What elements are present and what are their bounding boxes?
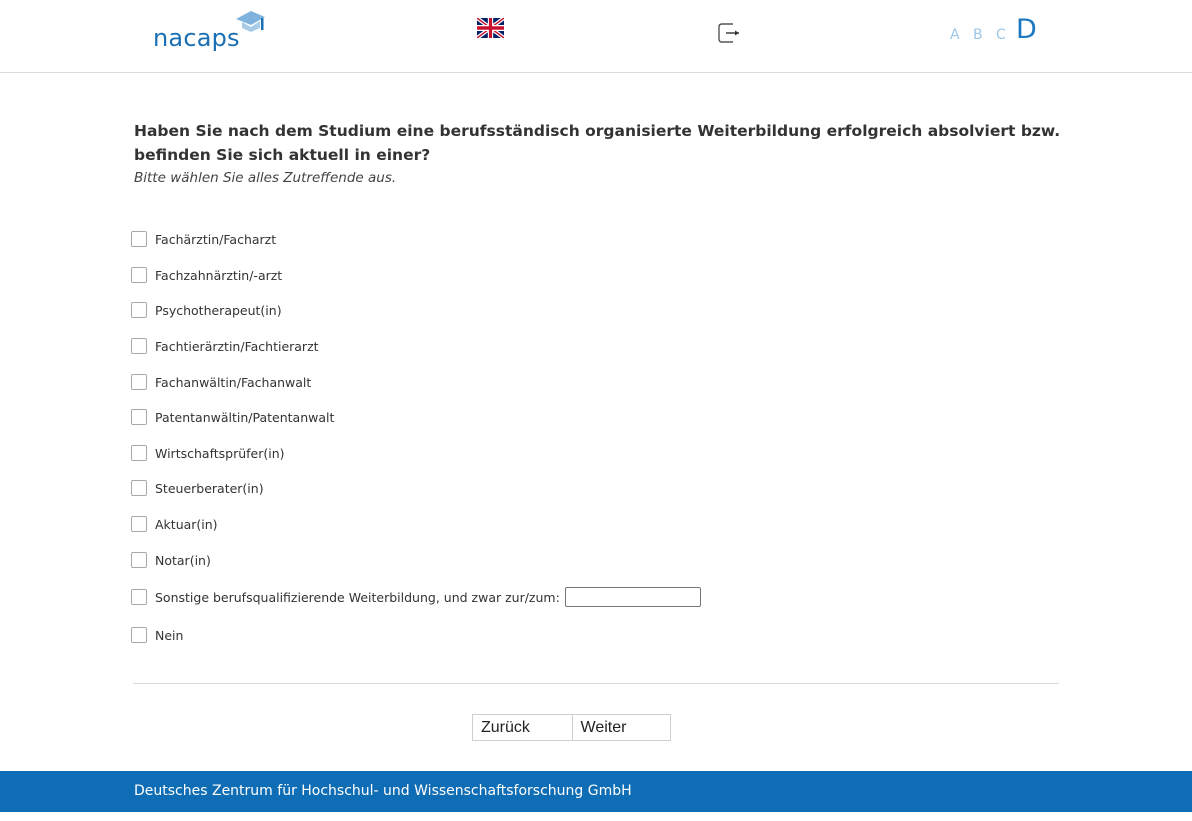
question — [134, 119, 1064, 189]
option-label: Steuerberater(in) — [155, 480, 264, 496]
option-fachtieraerztin[interactable] — [131, 337, 319, 355]
option-psychotherapeut[interactable] — [131, 301, 282, 319]
question-hint: Bitte wählen Sie alles Zutreffende aus. — [134, 170, 397, 186]
checkbox[interactable] — [131, 302, 147, 318]
question-title: Haben Sie nach dem Studium eine berufsständisch organisierte Weiterbildung erfolgreich absolviert bzw. befinden Sie sich aktuell in einer? — [134, 122, 1061, 164]
checkbox[interactable] — [131, 516, 147, 532]
option-fachaerztin[interactable] — [131, 230, 276, 248]
checkbox[interactable] — [131, 374, 147, 390]
divider — [133, 683, 1059, 684]
checkbox[interactable] — [131, 338, 147, 354]
option-label: Fachzahnärztin/-arzt — [155, 267, 283, 283]
navigation-buttons — [472, 714, 671, 741]
header — [0, 0, 1192, 73]
font-size-selector — [950, 16, 1037, 43]
font-size-a[interactable]: A — [950, 27, 960, 43]
checkbox[interactable] — [131, 627, 147, 643]
option-label: Sonstige berufsqualifizierende Weiterbildung, und zwar zur/zum: — [155, 589, 560, 605]
checkbox[interactable] — [131, 445, 147, 461]
option-fachzahnaerztin[interactable] — [131, 266, 282, 284]
graduation-cap-icon — [234, 10, 266, 36]
option-wirtschaftspruefer[interactable] — [131, 444, 285, 462]
option-label: Patentanwältin/Patentanwalt — [155, 409, 335, 425]
option-label: Fachanwältin/Fachanwalt — [155, 374, 312, 390]
checkbox[interactable] — [131, 267, 147, 283]
option-sonstige[interactable] — [131, 586, 701, 608]
checkbox[interactable] — [131, 480, 147, 496]
logo-text: nacaps — [153, 24, 240, 52]
font-size-c[interactable]: C — [996, 27, 1006, 43]
footer-text: Deutsches Zentrum für Hochschul- und Wissenschaftsforschung GmbH — [134, 783, 632, 799]
option-label: Psychotherapeut(in) — [155, 302, 282, 318]
option-steuerberater[interactable] — [131, 479, 264, 497]
option-label: Wirtschaftsprüfer(in) — [155, 445, 285, 461]
uk-flag-icon[interactable] — [477, 18, 504, 38]
option-label: Fachtierärztin/Fachtierarzt — [155, 338, 319, 354]
logout-icon[interactable] — [718, 22, 742, 44]
option-aktuar[interactable] — [131, 515, 218, 533]
font-size-d[interactable]: D — [1016, 14, 1037, 45]
back-button[interactable]: Zurück — [473, 715, 572, 740]
option-fachanwaeltin[interactable] — [131, 373, 311, 391]
option-label: Aktuar(in) — [155, 516, 218, 532]
option-patentanwaeltin[interactable] — [131, 408, 334, 426]
option-label: Notar(in) — [155, 552, 211, 568]
nacaps-logo[interactable] — [153, 10, 240, 50]
checkbox[interactable] — [131, 552, 147, 568]
footer — [0, 771, 1192, 812]
checkbox[interactable] — [131, 409, 147, 425]
next-button[interactable]: Weiter — [572, 715, 671, 740]
checkbox[interactable] — [131, 589, 147, 605]
option-notar[interactable] — [131, 551, 211, 569]
font-size-b[interactable]: B — [973, 27, 983, 43]
option-label: Fachärztin/Facharzt — [155, 231, 277, 247]
checkbox[interactable] — [131, 231, 147, 247]
option-label: Nein — [155, 627, 184, 643]
option-nein[interactable] — [131, 626, 183, 644]
other-training-input[interactable] — [565, 587, 701, 607]
